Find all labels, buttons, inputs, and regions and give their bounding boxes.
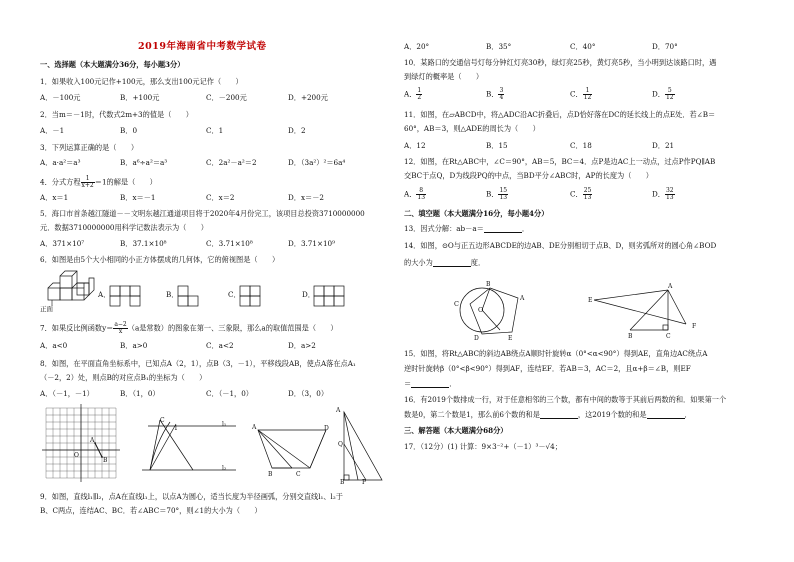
question-1: 1．如果收入100元记作+100元，那么支出100元记作（ ）: [40, 77, 243, 86]
q4-option-a: A．x＝1: [40, 193, 69, 202]
question-14-line-1: 14．如图，⊙O与正五边形ABCDE的边AB、DE分别相切于点B、D，则劣弧所对的圆心角∠BOD: [404, 241, 717, 250]
q5-option-b: B．37.1×10⁸: [120, 239, 167, 248]
q16-answer-blank-1[interactable]: [540, 411, 578, 419]
q1-option-a: A．－100元: [40, 93, 81, 102]
q12-point-b-label: B: [340, 479, 345, 486]
q9-option-a: A．20°: [404, 42, 430, 51]
question-12-line-2: 交BC于点Q，D为线段PQ的中点，当BD平分∠ABC时，AP的长度为（ ）: [404, 171, 654, 180]
question-5-line-2: 元．数据3710000000用科学记数法表示为（ ）: [40, 223, 208, 232]
question-10-line-2: 到绿灯的概率是（ ）: [404, 72, 484, 81]
q2-option-b: B．0: [120, 126, 138, 135]
q2-option-d: D．2: [288, 126, 306, 135]
page-title: 2019年海南省中考数学试卷: [138, 41, 267, 52]
q15-point-b-label: B: [628, 333, 633, 340]
q14-point-a-label: A: [520, 295, 525, 302]
question-16-line-1: 16．有2019个数排成一行，对于任意相邻的三个数，都有中间的数等于其前后两数的和．如果第一个: [404, 395, 727, 404]
q9-option-d: D．70°: [652, 42, 678, 51]
q11-option-d: D．21: [652, 141, 675, 150]
q2-option-c: C．1: [206, 126, 224, 135]
question-3: 3．下列运算正确的是（ ）: [40, 143, 139, 152]
q12-point-a-label: A: [336, 407, 341, 414]
section-1-heading: 一、选择题（本大题满分36分，每小题3分）: [40, 60, 185, 69]
q5-option-a: A．371×10⁷: [40, 239, 85, 248]
q11-point-d-label: D: [324, 425, 329, 432]
q10-option-d: D． $\frac{5}{12}$: [652, 87, 674, 101]
q14-answer-blank[interactable]: [433, 259, 471, 267]
question-15-line-2: 逆时针旋转β（0°<β<90°）得到AF，连结EF．若AB＝3，AC＝2，且α+β＝∠B，则EF: [404, 364, 691, 373]
q8-option-a: A．（－1，－1）: [40, 389, 94, 398]
q11-parallelogram-figure: [252, 418, 332, 474]
q6-cubes-figure: [46, 268, 106, 308]
q12-option-b: B． $\frac{15}{13}$: [486, 187, 508, 201]
q12-option-d: D． $\frac{32}{13}$: [652, 187, 674, 201]
q11-point-c-label: C: [296, 471, 301, 478]
q5-option-d: D．3.71×10⁹: [288, 239, 336, 248]
q8-point-a-label: A: [90, 437, 95, 444]
q9-line-l2-label: l₂: [222, 465, 227, 472]
q8-point-b-label: B: [103, 457, 108, 464]
q4-option-d: D．x＝－2: [288, 193, 324, 202]
q4-option-c: C．x＝2: [206, 193, 235, 202]
q6-option-c: C．: [228, 290, 241, 299]
q3-option-b: B．a⁶÷a²＝a³: [120, 158, 168, 167]
question-13: 13．因式分解：ab－a＝ ．: [404, 224, 530, 233]
q14-circle-pentagon-figure: [452, 274, 532, 344]
q12-point-p-label: P: [362, 479, 367, 486]
q11-point-b-label: B: [268, 471, 273, 478]
q6-option-d: D．: [302, 290, 315, 299]
q12-right-triangle-figure: [338, 404, 388, 484]
q6-option-b: B．: [166, 290, 179, 299]
question-12-line-1: 12．如图，在Rt△ABC中，∠C＝90°，AB＝5，BC＝4．点P是边AC上一动点，过点P作PQ∥AB: [404, 157, 716, 166]
question-10-line-1: 10．某路口的交通信号灯每分钟红灯亮30秒，绿灯亮25秒，黄灯亮5秒，当小明到达该路口时，遇: [404, 58, 717, 67]
question-15-line-1: 15．如图，将Rt△ABC的斜边AB绕点A顺时针旋转α（0°<α<90°）得到AE，直角边AC绕点A: [404, 349, 708, 358]
q9-line-l1-label: l₁: [222, 421, 227, 428]
q6-front-label: 正面: [40, 305, 53, 313]
question-7: 7．如果反比例函数y＝ $\frac{a-2}{x}$ （a是常数）的图象在第一、三象限，那么a的取值范围是（ ）: [40, 321, 338, 335]
q5-option-c: C．3.71×10⁸: [206, 239, 253, 248]
q3-option-a: A．a·a²＝a³: [40, 158, 81, 167]
q15-point-a-label: A: [668, 283, 673, 290]
q14-point-e-label: E: [508, 335, 513, 342]
question-9-line-1: 9．如图，直线l₁∥l₂，点A在直线l₁上，以点A为圆心，适当长度为半径画弧，分别交直线l₁、l₂于: [40, 492, 343, 501]
q11-option-b: B．15: [486, 141, 508, 150]
question-17: 17．（12分）(1) 计算：9×3⁻²+（－1）³－√4；: [404, 442, 562, 451]
q8-option-b: B．（1，0）: [120, 389, 160, 398]
q15-rotation-figure: [590, 286, 700, 336]
question-6: 6．如图是由5个大小相同的小正方体摆成的几何体，它的俯视图是（ ）: [40, 255, 280, 264]
q9-angle-1-label: 1: [174, 425, 178, 432]
q10-option-b: B． $\frac{3}{4}$: [486, 87, 504, 101]
q4-option-b: B．x＝－1: [120, 193, 156, 202]
q11-option-a: A．12: [404, 141, 426, 150]
q14-point-d-label: D: [474, 335, 479, 342]
question-16-line-2: 数是0，第二个数是1，那么前6个数的和是 ，这2019个数的和是 ．: [404, 410, 692, 419]
q1-option-d: D．+200元: [288, 93, 328, 102]
question-9-line-2: B、C两点，连结AC、BC．若∠ABC＝70°，则∠1的大小为（ ）: [40, 506, 262, 515]
q6-option-a: A．: [98, 290, 111, 299]
q16-answer-blank-2[interactable]: [647, 411, 685, 419]
q7-option-d: D．a>2: [288, 341, 316, 350]
q6-option-d-figure: [314, 286, 356, 308]
q6-option-a-figure: [110, 286, 150, 308]
q12-option-a: A． $\frac{8}{13}$: [404, 187, 426, 201]
q6-option-c-figure: [240, 286, 272, 308]
q10-option-a: A． $\frac{1}{2}$: [404, 87, 422, 101]
q3-option-d: D．（3a²）²＝6a⁴: [288, 158, 346, 167]
q7-option-b: B．a>0: [120, 341, 148, 350]
q15-answer-blank[interactable]: [411, 380, 449, 388]
q11-option-c: C．18: [570, 141, 592, 150]
q15-point-c-label: C: [666, 333, 671, 340]
q13-answer-blank[interactable]: [484, 225, 522, 233]
q15-point-e-label: E: [588, 297, 593, 304]
q15-point-f-label: F: [692, 323, 697, 330]
q6-option-b-figure: [178, 286, 210, 308]
q1-option-c: C．－200元: [206, 93, 247, 102]
q2-option-a: A．－1: [40, 126, 65, 135]
q7-option-a: A．a<0: [40, 341, 68, 350]
q8-option-d: D．（3，0）: [288, 389, 329, 398]
q14-center-o-label: O: [478, 306, 484, 314]
q9-point-c-label: C: [160, 417, 165, 424]
q11-point-a-label: A: [252, 424, 257, 431]
question-11-line-2: 60°，AB＝3，则△ADE的周长为（ ）: [404, 124, 540, 133]
q8-grid-figure: [40, 402, 120, 482]
q8-option-c: C．（－1，0）: [206, 389, 253, 398]
section-3-heading: 三、解答题（本大题满分68分）: [404, 426, 508, 435]
q10-option-c: C． $\frac{1}{12}$: [570, 87, 592, 101]
q14-point-b-label: B: [486, 281, 491, 288]
question-8-line-1: 8．如图，在平面直角坐标系中，已知点A（2，1），点B（3，－1），平移线段AB，使点A落在点A₁: [40, 359, 356, 368]
question-5-line-1: 5．海口市首条越江隧道－－文明东越江通道项目将于2020年4月份完工，该项目总投资3710000000: [40, 209, 365, 218]
question-15-line-3: ＝ ．: [404, 379, 457, 388]
q1-option-b: B．+100元: [120, 93, 160, 102]
question-8-line-2: （－2，2）处，则点B的对应点B₁的坐标为（ ）: [40, 373, 207, 382]
q9-option-b: B．35°: [486, 42, 512, 51]
q14-point-c-label: C: [454, 300, 459, 308]
section-2-heading: 二、填空题（本大题满分16分，每小题4分）: [404, 209, 549, 218]
q3-option-c: C．2a²－a²＝2: [206, 158, 257, 167]
q12-point-q-label: Q: [338, 441, 343, 448]
question-14-line-2: 的大小为 度．: [404, 258, 486, 267]
q7-option-c: C．a<2: [206, 341, 234, 350]
q8-origin-label: O: [74, 452, 79, 459]
question-4: 4．分式方程 $\frac{1}{x+2}$ ＝1的解是（ ）: [40, 175, 157, 189]
question-2: 2．当m＝－1时，代数式2m+3的值是（ ）: [40, 110, 193, 119]
q12-option-c: C． $\frac{25}{13}$: [570, 187, 592, 201]
question-11-line-1: 11．如图，在▱ABCD中，将△ADC沿AC折叠后，点D恰好落在DC的延长线上的点E处．若∠B＝: [404, 110, 716, 119]
q9-option-c: C．40°: [570, 42, 596, 51]
